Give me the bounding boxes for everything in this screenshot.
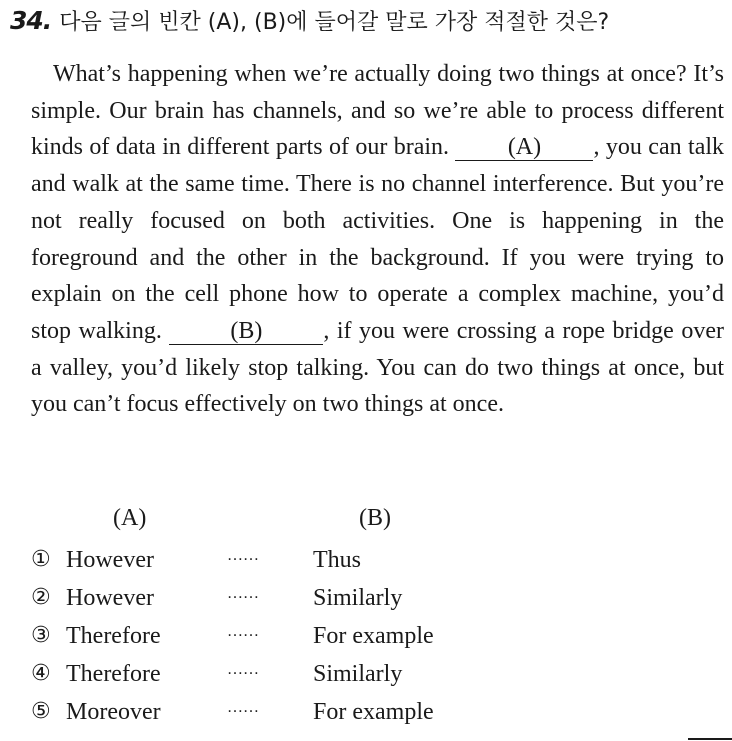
choice-number: ④ <box>31 661 51 686</box>
blank-b: (B) <box>169 318 323 345</box>
passage-text-2: , you can talk and walk at the same time. There is no channel interference. But you’re not really focused on both activities. One is happening in the foreground and the other in the background. If you were trying to explain on the cell phone how to operate a complex machine, you’d stop walking. <box>31 134 725 344</box>
choice-b-word: Thus <box>313 547 361 573</box>
choice-5[interactable] <box>31 699 551 737</box>
column-header-a: (A) <box>113 505 147 531</box>
choice-b-word: For example <box>313 699 434 725</box>
choice-number: ① <box>31 547 51 572</box>
passage-text-3: , if you were crossing a rope bridge over a valley, you’d likely stop talking. You can do two things at once, but you can’t focus effectively on two things at once. <box>31 317 724 418</box>
choice-b-word: For example <box>313 623 434 649</box>
choice-4[interactable] <box>31 661 551 699</box>
choice-separator: …… <box>227 661 259 678</box>
choice-number: ③ <box>31 623 51 648</box>
column-header-b: (B) <box>359 505 391 531</box>
choice-b-word: Similarly <box>313 661 403 687</box>
choice-number: ⑤ <box>31 699 51 724</box>
choice-a-word: Therefore <box>66 623 161 649</box>
choice-separator: …… <box>227 699 259 716</box>
choice-b-word: Similarly <box>313 585 403 611</box>
choice-a-word: Moreover <box>66 699 161 725</box>
blank-a: (A) <box>455 134 593 161</box>
passage-text-1: What’s happening when we’re actually doing two things at once? It’s simple. Our brain has channels, and so we’re able to process different kinds of data in different parts of our brain. <box>31 61 724 161</box>
choice-2[interactable] <box>31 585 551 623</box>
choice-1[interactable] <box>31 547 551 585</box>
choice-a-word: Therefore <box>66 661 161 687</box>
passage <box>31 56 724 423</box>
choice-separator: …… <box>227 547 259 564</box>
choice-number: ② <box>31 585 51 610</box>
question-number: 34. <box>10 6 52 35</box>
choice-a-word: However <box>66 585 154 611</box>
question-header <box>10 4 609 40</box>
choice-separator: …… <box>227 623 259 640</box>
corner-rule-divider <box>688 738 732 740</box>
choice-a-word: However <box>66 547 154 573</box>
choice-separator: …… <box>227 585 259 602</box>
choice-3[interactable] <box>31 623 551 661</box>
question-prompt: 다음 글의 빈칸 (A), (B)에 들어갈 말로 가장 적절한 것은? <box>59 10 610 35</box>
